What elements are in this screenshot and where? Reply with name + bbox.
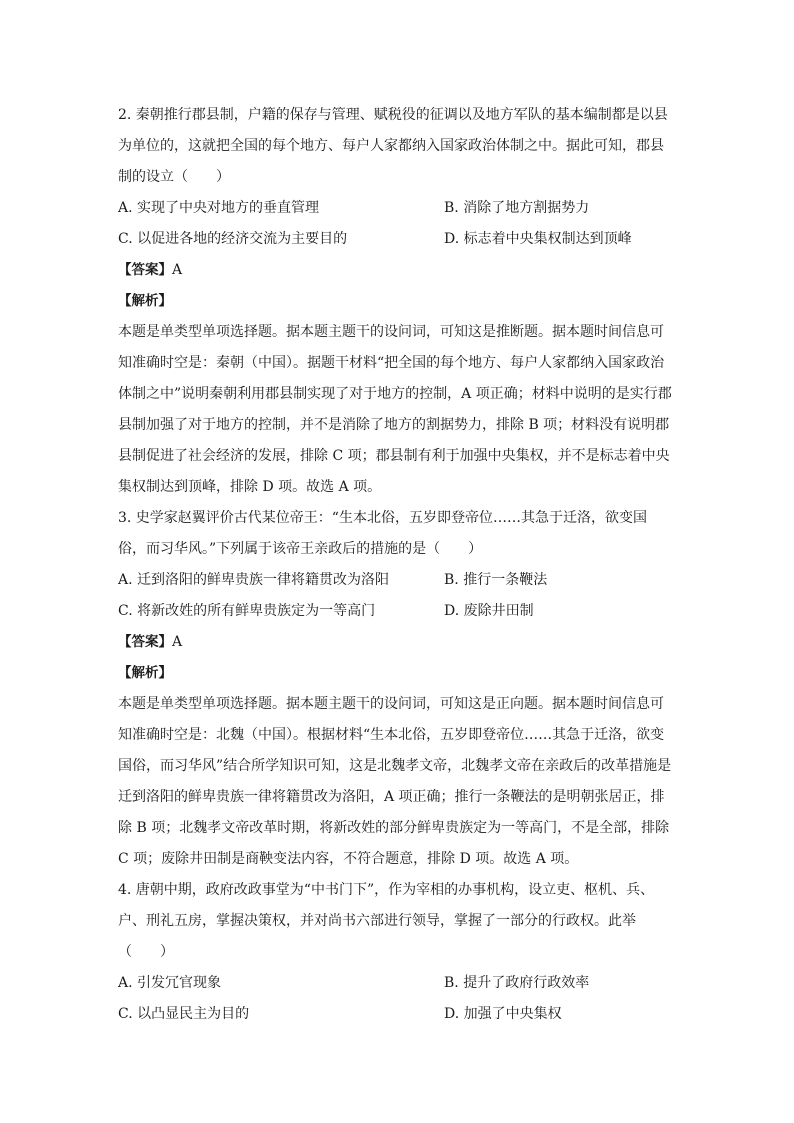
- option-d: D. 废除井田制: [444, 603, 534, 619]
- option-d: D. 标志着中央集权制达到顶峰: [444, 231, 632, 247]
- question-stem-line: 2. 秦朝推行郡县制，户籍的保存与管理、赋税役的征调以及地方军队的基本编制都是以县: [118, 107, 668, 123]
- answer-value: A: [172, 634, 183, 650]
- option-c: C. 以凸显民主为目的: [118, 1006, 250, 1022]
- analysis-label: 【解析】: [118, 665, 172, 681]
- analysis-line: 集权制达到顶峰，排除 D 项。故选 A 项。: [118, 479, 382, 495]
- option-row: [118, 193, 678, 224]
- question-3: [118, 503, 678, 875]
- question-stem-line: 为单位的，这就把全国的每个地方、每户人家都纳入国家政治体制之中。据此可知，郡县: [118, 138, 664, 154]
- option-row: [118, 596, 678, 627]
- option-a: A. 实现了中央对地方的垂直管理: [118, 200, 320, 216]
- option-row: [118, 565, 678, 596]
- answer-line: [118, 627, 678, 658]
- question-stem-line: （ ）: [118, 944, 174, 960]
- option-d: D. 加强了中央集权: [444, 1006, 562, 1022]
- analysis-line: 本题是单类型单项选择题。据本题主题干的设问词，可知这是推断题。据本题时间信息可: [118, 324, 664, 340]
- analysis-line: 知准确时空是：秦朝（中国）。据题干材料“把全国的每个地方、每户人家都纳入国家政治: [118, 355, 665, 371]
- answer-label: 【答案】: [118, 262, 172, 278]
- question-4: [118, 875, 678, 1030]
- analysis-line: 体制之中”说明秦朝利用郡县制实现了对于地方的控制，A 项正确；材料中说明的是实行郡: [118, 386, 672, 402]
- option-b: B. 提升了政府行政效率: [444, 975, 590, 991]
- option-row: [118, 224, 678, 255]
- analysis-line: 迁到洛阳的鲜卑贵族一律将籍贯改为洛阳，A 项正确；推行一条鞭法的是明朝张居正，排: [118, 789, 665, 805]
- analysis-line: 县制加强了对于地方的控制，并不是消除了地方的割据势力，排除 B 项；材料没有说明郡: [118, 417, 670, 433]
- question-2: [118, 100, 678, 503]
- option-row: [118, 968, 678, 999]
- answer-value: A: [172, 262, 183, 278]
- analysis-line: 国俗，而习华风”结合所学知识可知，这是北魏孝文帝，北魏孝文帝在亲政后的改革措施是: [118, 758, 672, 774]
- analysis-line: C 项；废除井田制是商鞅变法内容，不符合题意，排除 D 项。故选 A 项。: [118, 851, 579, 867]
- option-c: C. 将新改姓的所有鲜卑贵族定为一等高门: [118, 603, 376, 619]
- question-stem-line: 4. 唐朝中期，政府改政事堂为“中书门下”，作为宰相的办事机构，设立吏、枢机、兵、: [118, 882, 655, 898]
- option-c: C. 以促进各地的经济交流为主要目的: [118, 231, 348, 247]
- analysis-label: 【解析】: [118, 293, 172, 309]
- option-a: A. 迁到洛阳的鲜卑贵族一律将籍贯改为洛阳: [118, 572, 390, 588]
- option-b: B. 推行一条鞭法: [444, 572, 548, 588]
- analysis-line: 知准确时空是：北魏（中国）。根据材料“生本北俗，五岁即登帝位……其急于迁洛，欲变: [118, 727, 665, 743]
- analysis-line: 本题是单类型单项选择题。据本题主题干的设问词，可知这是正向题。据本题时间信息可: [118, 696, 664, 712]
- question-stem-line: 俗，而习华风。”下列属于该帝王亲政后的措施的是（ ）: [118, 541, 483, 557]
- analysis-line: 除 B 项；北魏孝文帝改革时期，将新改姓的部分鲜卑贵族定为一等高门，不是全部，排除: [118, 820, 670, 836]
- document-page: [118, 100, 678, 1030]
- question-stem-line: 制的设立（ ）: [118, 169, 230, 185]
- option-b: B. 消除了地方割据势力: [444, 200, 590, 216]
- analysis-heading: [118, 658, 678, 689]
- option-a: A. 引发冗官现象: [118, 975, 222, 991]
- question-stem-line: 户、刑礼五房，掌握决策权，并对尚书六部进行领导，掌握了一部分的行政权。此举: [118, 913, 636, 929]
- analysis-heading: [118, 286, 678, 317]
- option-row: [118, 999, 678, 1030]
- question-stem-line: 3. 史学家赵翼评价古代某位帝王：“生本北俗，五岁即登帝位……其急于迁洛，欲变国: [118, 510, 647, 526]
- answer-line: [118, 255, 678, 286]
- answer-label: 【答案】: [118, 634, 172, 650]
- analysis-line: 县制促进了社会经济的发展，排除 C 项；郡县制有利于加强中央集权，并不是标志着中央: [118, 448, 670, 464]
